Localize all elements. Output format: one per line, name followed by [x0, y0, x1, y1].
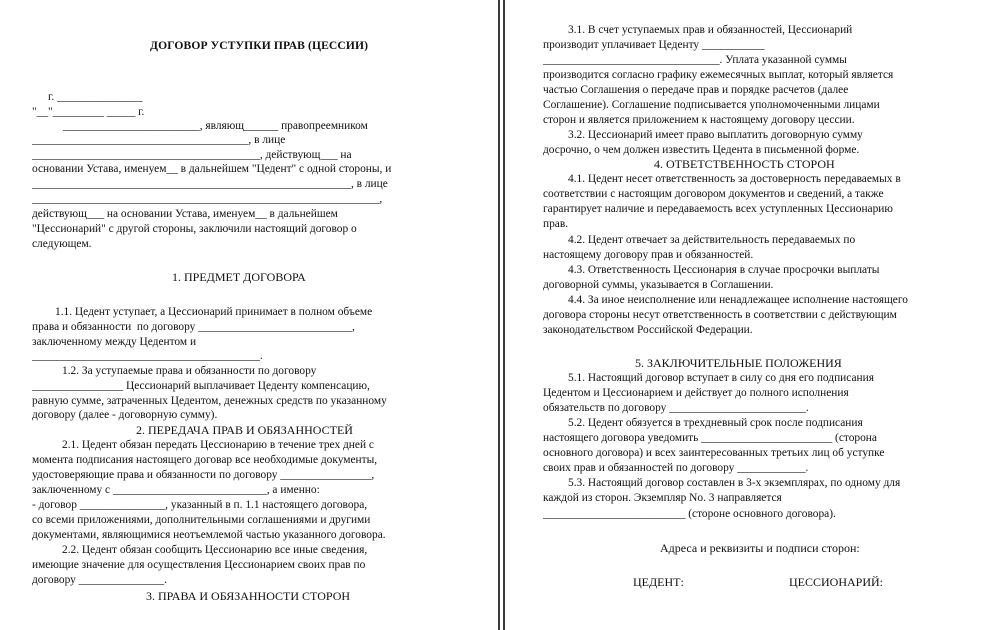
- clause-line: 4.4. За иное неисполнение или ненадлежащее исполнение настоящего: [568, 294, 908, 306]
- preamble-line: ________________________________________________________, в лице: [32, 178, 388, 190]
- clause-line: _______________________________. Уплата указанной суммы: [543, 54, 847, 66]
- clause-line: договору (далее - договорную сумму).: [32, 409, 218, 421]
- clause-line: 3.1. В счет уступаемых прав и обязанностей, Цессионарий: [568, 24, 853, 36]
- clause-line: имеющие значение для осуществления Цессионарием своих прав по: [32, 559, 366, 571]
- clause-line: договорной суммы, указывается в Соглашении.: [543, 279, 774, 291]
- clause-line: ________________ Цессионарий выплачивает Цеденту компенсацию,: [32, 380, 370, 392]
- clause-line: основного договора) и всех заинтересованных третьих лиц об уступке: [543, 447, 885, 459]
- section-heading: 5. ЗАКЛЮЧИТЕЛЬНЫЕ ПОЛОЖЕНИЯ: [635, 356, 842, 370]
- clause-line: каждой из сторон. Экземпляр No. 3 направляется: [543, 492, 782, 504]
- clause-line: заключенному между Цедентом и: [32, 336, 197, 348]
- clause-line: гарантирует наличие и передаваемость всех уступленных Цессионарию: [543, 203, 893, 215]
- right-page: [507, 0, 1006, 630]
- page-divider: [496, 0, 507, 630]
- section-heading: 1. ПРЕДМЕТ ДОГОВОРА: [172, 270, 306, 284]
- preamble-line: ________________________, являющ______ правопреемником: [63, 120, 368, 132]
- clause-line: удостоверяющие права и обязанности по договору ________________,: [32, 469, 375, 481]
- clause-line: 4.2. Цедент отвечает за действительность передаваемых по: [568, 234, 856, 246]
- addresses-heading: Адреса и реквизиты и подписи сторон:: [660, 541, 860, 555]
- section-heading: 4. ОТВЕТСТВЕННОСТЬ СТОРОН: [654, 157, 835, 171]
- clause-line: прав.: [543, 218, 569, 230]
- preamble-line: ________________________________________, действующ___ на: [32, 149, 352, 161]
- clause-line: договору _______________.: [32, 574, 167, 586]
- clause-line: 1.1. Цедент уступает, а Цессионарий принимает в полном объеме: [55, 306, 373, 318]
- clause-line: со всеми приложениями, дополнительными соглашениями и другими: [32, 514, 371, 526]
- preamble-line: "__"_________ _____ г.: [32, 106, 145, 118]
- preamble-line: _____________________________________________________________,: [32, 193, 383, 205]
- clause-line: заключенному с ___________________________, а именно:: [32, 484, 320, 496]
- clause-line: 5.1. Настоящий договор вступает в силу со дня его подписания: [568, 372, 874, 384]
- clause-line: производит уплачивает Цеденту ___________: [543, 39, 765, 51]
- clause-line: 1.2. За уступаемые права и обязанности по договору: [62, 365, 317, 377]
- clause-line: соответствии с настоящим договором документов и сведений, а также: [543, 188, 884, 200]
- left-page: [0, 0, 496, 630]
- preamble-line: следующем.: [32, 238, 92, 250]
- clause-line: 4.3. Ответственность Цессионария в случае просрочки выплаты: [568, 264, 880, 276]
- clause-line: производится согласно графику ежемесячных выплат, который является: [543, 69, 894, 81]
- clause-line: договора стороны несут ответственность в соответствии с действующим: [543, 309, 897, 321]
- clause-line: обязательств по договору ________________________.: [543, 402, 809, 414]
- section-heading: 2. ПЕРЕДАЧА ПРАВ И ОБЯЗАННОСТЕЙ: [136, 423, 353, 437]
- preamble-line: "Цессионарий" с другой стороны, заключили настоящий договор о: [32, 223, 357, 235]
- clause-line: сторон и является приложением к настоящему договору цессии.: [543, 114, 855, 126]
- clause-line: 5.2. Цедент обязуется в трехдневный срок после подписания: [568, 417, 863, 429]
- clause-line: права и обязанности по договору ___________________________,: [32, 321, 355, 333]
- preamble-line: действующ___ на основании Устава, именуем__ в дальнейшем: [32, 208, 338, 220]
- clause-line: _________________________ (стороне основного договора).: [543, 508, 836, 520]
- clause-line: - договор _______________, указанный в п. 1.1 настоящего договора,: [32, 499, 368, 511]
- clause-line: настоящему договору прав и обязанностей.: [543, 249, 754, 261]
- preamble-line: основании Устава, именуем__ в дальнейшем "Цедент" с одной стороны, и: [32, 163, 392, 175]
- preamble-line: г. _______________: [48, 91, 143, 103]
- section-heading: 3. ПРАВА И ОБЯЗАННОСТИ СТОРОН: [146, 589, 351, 603]
- clause-line: Соглашение). Соглашение подписывается уполномоченными лицами: [543, 99, 880, 111]
- clause-line: 2.1. Цедент обязан передать Цессионарию в течение трех дней с: [62, 439, 374, 451]
- clause-line: ________________________________________.: [32, 350, 263, 362]
- clause-line: частью Соглашения о передаче прав и порядке расчетов (далее: [543, 84, 849, 96]
- signature-cessionary: ЦЕССИОНАРИЙ:: [789, 575, 884, 589]
- clause-line: досрочно, о чем должен известить Цедента в письменной форме.: [543, 144, 860, 156]
- clause-line: законодательством Российской Федерации.: [543, 324, 753, 336]
- clause-line: момента подписания настоящего договар все необходимые документы,: [32, 454, 378, 466]
- clause-line: 2.2. Цедент обязан сообщить Цессионарию все иные сведения,: [62, 544, 368, 556]
- clause-line: 5.3. Настоящий договор составлен в 3-х экземплярах, по одному для: [568, 477, 901, 489]
- clause-line: 4.1. Цедент несет ответственность за достоверность передаваемых в: [568, 173, 901, 185]
- clause-line: настоящего договора уведомить _______________________ (сторона: [543, 432, 877, 444]
- clause-line: документами, являющимися неотъемлемой частью указанного договора.: [32, 529, 386, 541]
- contract-title: ДОГОВОР УСТУПКИ ПРАВ (ЦЕССИИ): [150, 39, 369, 52]
- clause-line: своих прав и обязанностей по договору ____________.: [543, 462, 809, 474]
- clause-line: 3.2. Цессионарий имеет право выплатить договорную сумму: [568, 129, 863, 141]
- preamble-line: ______________________________________, в лице: [32, 134, 286, 146]
- signature-cedent: ЦЕДЕНТ:: [633, 575, 684, 589]
- clause-line: Цедентом и Цессионарием и действует до полного исполнения: [543, 387, 849, 399]
- clause-line: равную сумме, затраченных Цедентом, денежных средств по указанному: [32, 395, 387, 407]
